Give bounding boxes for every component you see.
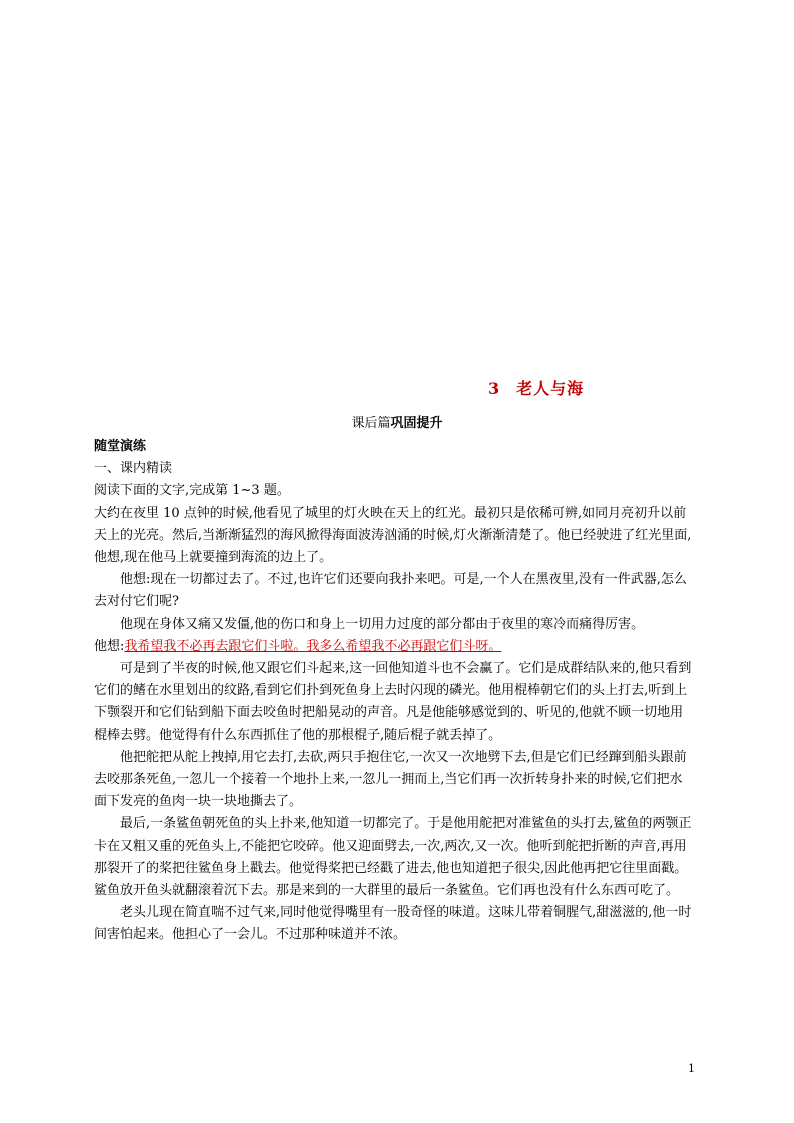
lesson-title-text: 老人与海 [516,379,585,398]
quote-prefix: 他想: [94,638,125,654]
quote-line [94,636,694,658]
paragraph-3: 他现在身体又痛又发僵,他的伤口和身上一切用力过度的部分都由于夜里的寒冷而痛得厉害。 [120,616,645,632]
quote-underlined: 我希望我不必再去跟它们斗啦。我多么希望我不必再跟它们斗呀。 [124,638,502,654]
paragraph-1: 大约在夜里 10 点钟的时候,他看见了城里的灯火映在天上的红光。最初只是依稀可辨,如同月亮初升以前天上的光亮。然后,当渐渐猛烈的海风掀得海面波涛汹涌的时候,灯火渐渐清楚了。他已经驶进了红光里面,他想,现在他马上就要撞到海流的边上了。 [94,505,692,566]
lesson-number: 3 [488,379,501,398]
subtitle-prefix: 课后篇 [351,416,391,431]
paragraph-5: 他把舵把从舵上拽掉,用它去打,去砍,两只手抱住它,一次又一次地劈下去,但是它们已经蹿到船头跟前去咬那条死鱼,一忽儿一个接着一个地扑上来,一忽儿一拥而上,当它们再一次折转身扑来的时候,它们把水面下发亮的鱼肉一块一块地撕去了。 [94,749,687,810]
subtitle [0,412,794,431]
instruction: 阅读下面的文字,完成第 1~3 题。 [94,483,290,499]
subsection-heading: 一、课内精读 [94,461,173,477]
lesson-title [488,376,584,399]
paragraph-4: 可是到了半夜的时候,他又跟它们斗起来,这一回他知道斗也不会赢了。它们是成群结队来的,他只看到它们的鳍在水里划出的纹路,看到它们扑到死鱼身上去时闪现的磷光。他用棍棒朝它们的头上打去,听到上下颚裂开和它们钻到船下面去咬鱼时把船晃动的声音。凡是他能够感觉到的、听见的,他就不顾一切地用棍棒去劈。他觉得有什么东西抓住了他的那根棍子,随后棍子就丢掉了。 [94,661,692,743]
paragraph-2: 他想:现在一切都过去了。不过,也许它们还要向我扑来吧。可是,一个人在黑夜里,没有一件武器,怎么去对付它们呢? [94,572,687,610]
paragraph-7: 老头儿现在简直喘不过气来,同时他觉得嘴里有一股奇怪的味道。这味儿带着铜腥气,甜滋滋的,他一时间害怕起来。他担心了一会儿。不过那种味道并不浓。 [94,905,692,943]
paragraph-6: 最后,一条鲨鱼朝死鱼的头上扑来,他知道一切都完了。于是他用舵把对准鲨鱼的头打去,鲨鱼的两颚正卡在又粗又重的死鱼头上,不能把它咬碎。他又迎面劈去,一次,两次,又一次。他听到舵把折断的声音,再用那裂开了的桨把往鲨鱼身上戳去。他觉得桨把已经戳了进去,他也知道把子很尖,因此他再把它往里面戳。鲨鱼放开鱼头就翻滚着沉下去。那是来到的一大群里的最后一条鲨鱼。它们再也没有什么东西可吃了。 [94,816,692,899]
section-heading: 随堂演练 [94,439,147,454]
subtitle-bold: 巩固提升 [390,416,443,431]
page-number: 1 [688,1062,695,1075]
body-text [94,436,694,947]
